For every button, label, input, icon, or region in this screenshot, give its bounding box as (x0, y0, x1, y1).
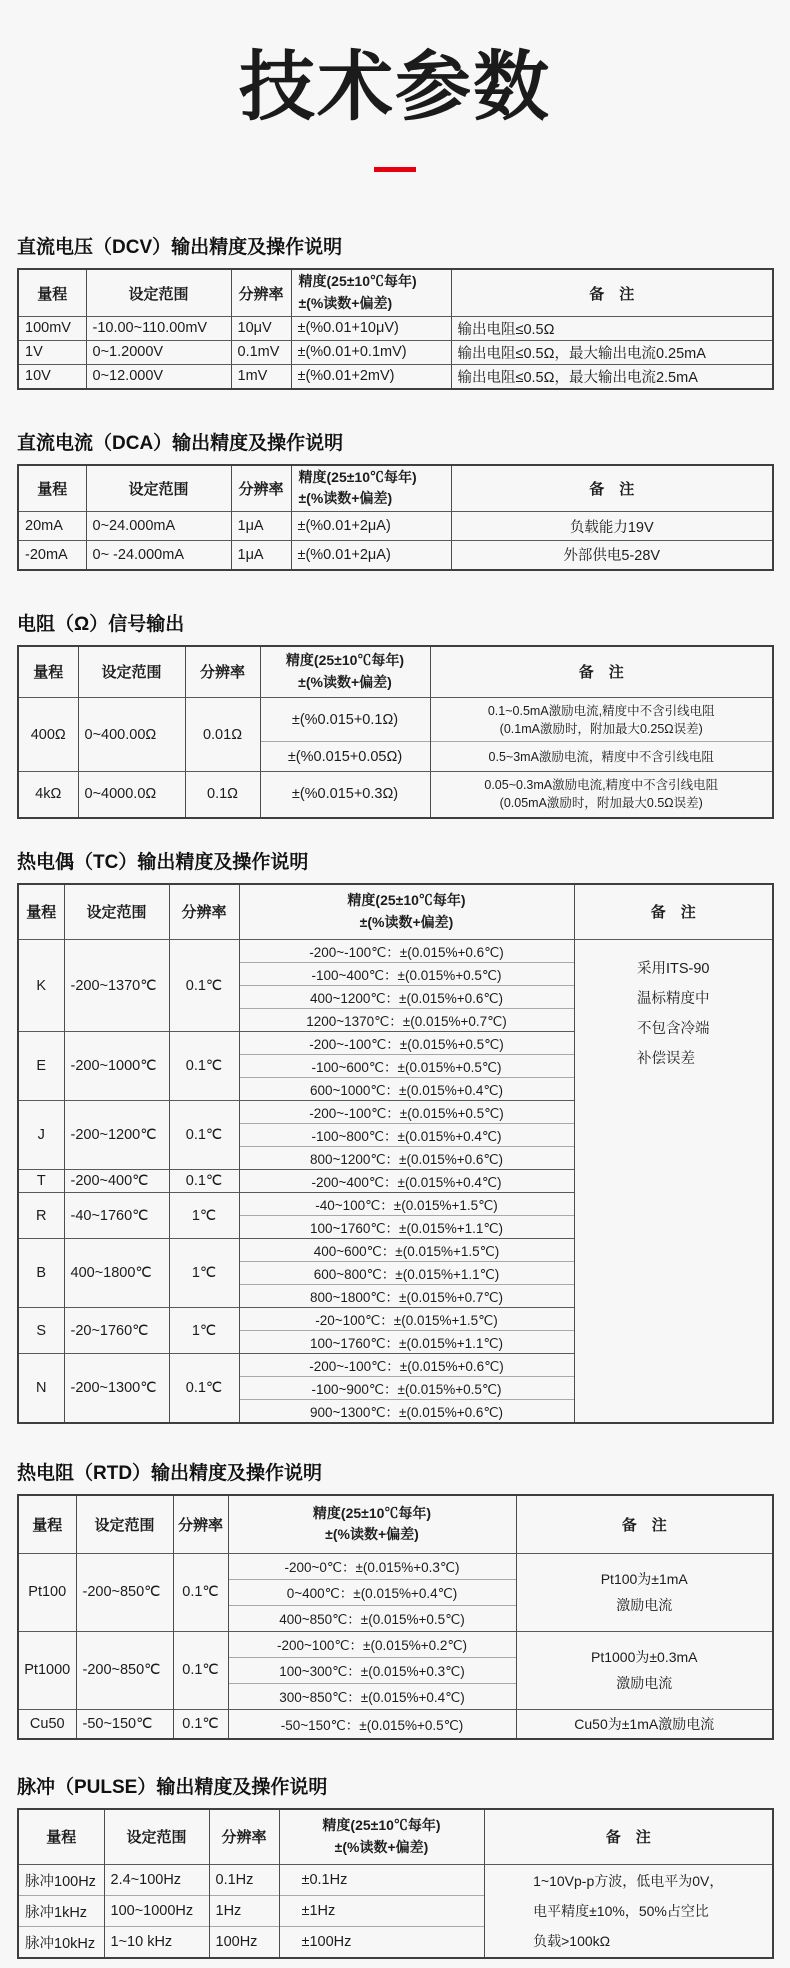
cell-accuracy: 800~1200℃：±(0.015%+0.6℃) (239, 1147, 574, 1170)
cell-resolution: 0.1Ω (185, 772, 260, 818)
cell-resolution: 0.1Hz (209, 1865, 279, 1896)
cell-range: 脉冲10kHz (18, 1927, 104, 1958)
cell-range: T (18, 1170, 64, 1193)
header-row (18, 269, 773, 316)
cell-remark: 输出电阻≤0.5Ω，最大输出电流0.25mA (451, 340, 773, 364)
cell-accuracy: -100~800℃：±(0.015%+0.4℃) (239, 1124, 574, 1147)
cell-resolution: 1℃ (169, 1193, 239, 1239)
table-row (18, 1553, 773, 1579)
header-accuracy: 精度(25±10℃每年) ±(%读数+偏差) (239, 884, 574, 940)
cell-remark: 采用ITS-90 温标精度中 不包含冷端 补偿误差 (574, 940, 773, 1424)
cell-set-range: -20~1760℃ (64, 1308, 169, 1354)
cell-resolution: 1Hz (209, 1896, 279, 1927)
cell-accuracy: 300~850℃：±(0.015%+0.4℃) (228, 1683, 516, 1709)
cell-accuracy: ±(%0.01+0.1mV) (291, 340, 451, 364)
cell-resolution: 0.1℃ (169, 1170, 239, 1193)
cell-accuracy: 100~1760℃：±(0.015%+1.1℃) (239, 1216, 574, 1239)
cell-accuracy: -100~900℃：±(0.015%+0.5℃) (239, 1377, 574, 1400)
header-accuracy: 精度(25±10℃每年) ±(%读数+偏差) (260, 646, 430, 698)
header-remark: 备 注 (484, 1809, 773, 1865)
cell-set-range: -200~400℃ (64, 1170, 169, 1193)
cell-accuracy: -200~0℃：±(0.015%+0.3℃) (228, 1553, 516, 1579)
section-pulse-title: 脉冲（PULSE）输出精度及操作说明 (17, 1776, 328, 1798)
header-accuracy: 精度(25±10℃每年) ±(%读数+偏差) (291, 465, 451, 512)
cell-set-range: -200~1370℃ (64, 940, 169, 1032)
header-range: 量程 (18, 646, 78, 698)
section-rtd-title: 热电阻（RTD）输出精度及操作说明 (17, 1463, 323, 1485)
cell-resolution: 0.1℃ (173, 1553, 228, 1631)
cell-resolution: 0.1℃ (173, 1709, 228, 1739)
cell-range: 10V (18, 364, 86, 389)
cell-range: 400Ω (18, 698, 78, 772)
cell-set-range: -10.00~110.00mV (86, 316, 231, 340)
header-resolution: 分辨率 (173, 1495, 228, 1553)
cell-resolution: 0.1℃ (169, 1032, 239, 1101)
cell-accuracy: ±(%0.01+2mV) (291, 364, 451, 389)
table-row (18, 1631, 773, 1657)
cell-set-range: -200~1000℃ (64, 1032, 169, 1101)
header-remark: 备 注 (430, 646, 773, 698)
cell-range: -20mA (18, 541, 86, 570)
cell-set-range: 0~4000.0Ω (78, 772, 185, 818)
header-set-range: 设定范围 (104, 1809, 209, 1865)
cell-resolution: 1μA (231, 512, 291, 541)
table-row (18, 340, 773, 364)
header-remark: 备 注 (516, 1495, 773, 1553)
section-tc-title: 热电偶（TC）输出精度及操作说明 (17, 851, 309, 873)
header-set-range: 设定范围 (86, 465, 231, 512)
cell-remark: 输出电阻≤0.5Ω (451, 316, 773, 340)
header-set-range: 设定范围 (86, 269, 231, 316)
cell-accuracy: -200~400℃：±(0.015%+0.4℃) (239, 1170, 574, 1193)
cell-accuracy: -200~-100℃：±(0.015%+0.6℃) (239, 940, 574, 963)
cell-set-range: -200~1300℃ (64, 1354, 169, 1424)
cell-accuracy: -200~-100℃：±(0.015%+0.5℃) (239, 1101, 574, 1124)
table-row (18, 1709, 773, 1739)
table-row (18, 1865, 773, 1896)
cell-accuracy: ±0.1Hz (279, 1865, 484, 1896)
cell-range: Pt1000 (18, 1631, 76, 1709)
dca-table (17, 464, 774, 571)
cell-accuracy: 400~850℃：±(0.015%+0.5℃) (228, 1605, 516, 1631)
cell-range: E (18, 1032, 64, 1101)
cell-accuracy: ±100Hz (279, 1927, 484, 1958)
cell-accuracy: -100~400℃：±(0.015%+0.5℃) (239, 963, 574, 986)
cell-range: 脉冲100Hz (18, 1865, 104, 1896)
header-range: 量程 (18, 1809, 104, 1865)
rtd-table (17, 1494, 774, 1740)
cell-set-range: 2.4~100Hz (104, 1865, 209, 1896)
pulse-table (17, 1808, 774, 1960)
cell-range: 4kΩ (18, 772, 78, 818)
page-title: 技术参数 (239, 45, 551, 130)
cell-set-range: 1~10 kHz (104, 1927, 209, 1958)
cell-resolution: 0.1℃ (169, 1101, 239, 1170)
cell-range: B (18, 1239, 64, 1308)
cell-accuracy: ±(%0.01+2μA) (291, 541, 451, 570)
cell-accuracy: -100~600℃：±(0.015%+0.5℃) (239, 1055, 574, 1078)
cell-resolution: 1℃ (169, 1239, 239, 1308)
cell-remark: 外部供电5-28V (451, 541, 773, 570)
header-set-range: 设定范围 (64, 884, 169, 940)
header-range: 量程 (18, 1495, 76, 1553)
cell-accuracy: 100~1760℃：±(0.015%+1.1℃) (239, 1331, 574, 1354)
header-resolution: 分辨率 (231, 269, 291, 316)
cell-accuracy: ±(%0.015+0.3Ω) (260, 772, 430, 818)
header-resolution: 分辨率 (185, 646, 260, 698)
table-row (18, 316, 773, 340)
cell-range: J (18, 1101, 64, 1170)
cell-set-range: -200~850℃ (76, 1631, 173, 1709)
cell-accuracy: -200~-100℃：±(0.015%+0.6℃) (239, 1354, 574, 1377)
cell-resolution: 0.1mV (231, 340, 291, 364)
header-row (18, 465, 773, 512)
header-row (18, 1495, 773, 1553)
header-remark: 备 注 (574, 884, 773, 940)
header-resolution: 分辨率 (169, 884, 239, 940)
cell-resolution: 100Hz (209, 1927, 279, 1958)
header-range: 量程 (18, 269, 86, 316)
cell-remark: 输出电阻≤0.5Ω，最大输出电流2.5mA (451, 364, 773, 389)
header-range: 量程 (18, 884, 64, 940)
cell-accuracy: ±(%0.015+0.05Ω) (260, 742, 430, 772)
header-remark: 备 注 (451, 465, 773, 512)
cell-accuracy: 600~800℃：±(0.015%+1.1℃) (239, 1262, 574, 1285)
cell-accuracy: ±(%0.01+10μV) (291, 316, 451, 340)
cell-remark: 负载能力19V (451, 512, 773, 541)
table-row (18, 364, 773, 389)
header-row (18, 1809, 773, 1865)
cell-remark: 1~10Vp-p方波，低电平为0V， 电平精度±10%，50%占空比 负载>100kΩ (484, 1865, 773, 1959)
cell-remark: Cu50为±1mA激励电流 (516, 1709, 773, 1739)
cell-set-range: 0~24.000mA (86, 512, 231, 541)
cell-accuracy: 400~1200℃：±(0.015%+0.6℃) (239, 986, 574, 1009)
cell-remark: 0.1~0.5mA激励电流,精度中不含引线电阻 (0.1mA激励时，附加最大0.25Ω误差) (430, 698, 773, 742)
cell-remark: 0.05~0.3mA激励电流,精度中不含引线电阻 (0.05mA激励时，附加最大0.5Ω误差) (430, 772, 773, 818)
cell-range: R (18, 1193, 64, 1239)
table-row (18, 512, 773, 541)
section-dca-title: 直流电流（DCA）输出精度及操作说明 (17, 432, 344, 454)
cell-resolution: 0.1℃ (169, 1354, 239, 1424)
cell-remark: 0.5~3mA激励电流，精度中不含引线电阻 (430, 742, 773, 772)
cell-set-range: -40~1760℃ (64, 1193, 169, 1239)
header-accuracy: 精度(25±10℃每年) ±(%读数+偏差) (279, 1809, 484, 1865)
header-set-range: 设定范围 (76, 1495, 173, 1553)
section-dcv-title: 直流电压（DCV）输出精度及操作说明 (17, 237, 343, 259)
cell-range: N (18, 1354, 64, 1424)
header-row (18, 646, 773, 698)
cell-accuracy: 0~400℃：±(0.015%+0.4℃) (228, 1579, 516, 1605)
cell-set-range: 0~1.2000V (86, 340, 231, 364)
cell-accuracy: -200~-100℃：±(0.015%+0.5℃) (239, 1032, 574, 1055)
ohm-table (17, 645, 774, 819)
cell-set-range: 0~12.000V (86, 364, 231, 389)
header-remark: 备 注 (451, 269, 773, 316)
content (0, 236, 790, 1959)
cell-set-range: 0~ -24.000mA (86, 541, 231, 570)
cell-range: Pt100 (18, 1553, 76, 1631)
header-resolution: 分辨率 (231, 465, 291, 512)
header-row (18, 884, 773, 940)
table-row (18, 940, 773, 963)
cell-resolution: 1mV (231, 364, 291, 389)
table-row (18, 541, 773, 570)
cell-remark: Pt100为±1mA 激励电流 (516, 1553, 773, 1631)
cell-resolution: 1μA (231, 541, 291, 570)
cell-accuracy: 900~1300℃：±(0.015%+0.6℃) (239, 1400, 574, 1424)
cell-range: K (18, 940, 64, 1032)
cell-range: S (18, 1308, 64, 1354)
cell-resolution: 0.1℃ (173, 1631, 228, 1709)
tc-table (17, 883, 774, 1425)
cell-accuracy: -200~100℃：±(0.015%+0.2℃) (228, 1631, 516, 1657)
header-resolution: 分辨率 (209, 1809, 279, 1865)
cell-accuracy: 100~300℃：±(0.015%+0.3℃) (228, 1657, 516, 1683)
cell-accuracy: ±1Hz (279, 1896, 484, 1927)
cell-accuracy: -50~150℃：±(0.015%+0.5℃) (228, 1709, 516, 1739)
header-accuracy: 精度(25±10℃每年) ±(%读数+偏差) (291, 269, 451, 316)
cell-accuracy: 600~1000℃：±(0.015%+0.4℃) (239, 1078, 574, 1101)
cell-set-range: 400~1800℃ (64, 1239, 169, 1308)
title-underline (374, 167, 416, 172)
cell-set-range: -200~1200℃ (64, 1101, 169, 1170)
cell-accuracy: 1200~1370℃：±(0.015%+0.7℃) (239, 1009, 574, 1032)
cell-accuracy: -40~100℃：±(0.015%+1.5℃) (239, 1193, 574, 1216)
cell-set-range: 100~1000Hz (104, 1896, 209, 1927)
header-range: 量程 (18, 465, 86, 512)
cell-resolution: 10μV (231, 316, 291, 340)
cell-accuracy: ±(%0.015+0.1Ω) (260, 698, 430, 742)
cell-set-range: -200~850℃ (76, 1553, 173, 1631)
table-row (18, 698, 773, 742)
cell-accuracy: 800~1800℃：±(0.015%+0.7℃) (239, 1285, 574, 1308)
header-accuracy: 精度(25±10℃每年) ±(%读数+偏差) (228, 1495, 516, 1553)
dcv-table (17, 268, 774, 389)
cell-set-range: 0~400.00Ω (78, 698, 185, 772)
cell-range: 脉冲1kHz (18, 1896, 104, 1927)
cell-range: 1V (18, 340, 86, 364)
cell-accuracy: 400~600℃：±(0.015%+1.5℃) (239, 1239, 574, 1262)
cell-resolution: 1℃ (169, 1308, 239, 1354)
cell-range: 20mA (18, 512, 86, 541)
cell-remark: Pt1000为±0.3mA 激励电流 (516, 1631, 773, 1709)
cell-resolution: 0.01Ω (185, 698, 260, 772)
table-row (18, 772, 773, 818)
cell-set-range: -50~150℃ (76, 1709, 173, 1739)
header-set-range: 设定范围 (78, 646, 185, 698)
cell-range: Cu50 (18, 1709, 76, 1739)
cell-accuracy: ±(%0.01+2μA) (291, 512, 451, 541)
cell-range: 100mV (18, 316, 86, 340)
cell-resolution: 0.1℃ (169, 940, 239, 1032)
cell-accuracy: -20~100℃：±(0.015%+1.5℃) (239, 1308, 574, 1331)
section-ohm-title: 电阻（Ω）信号输出 (17, 613, 185, 635)
